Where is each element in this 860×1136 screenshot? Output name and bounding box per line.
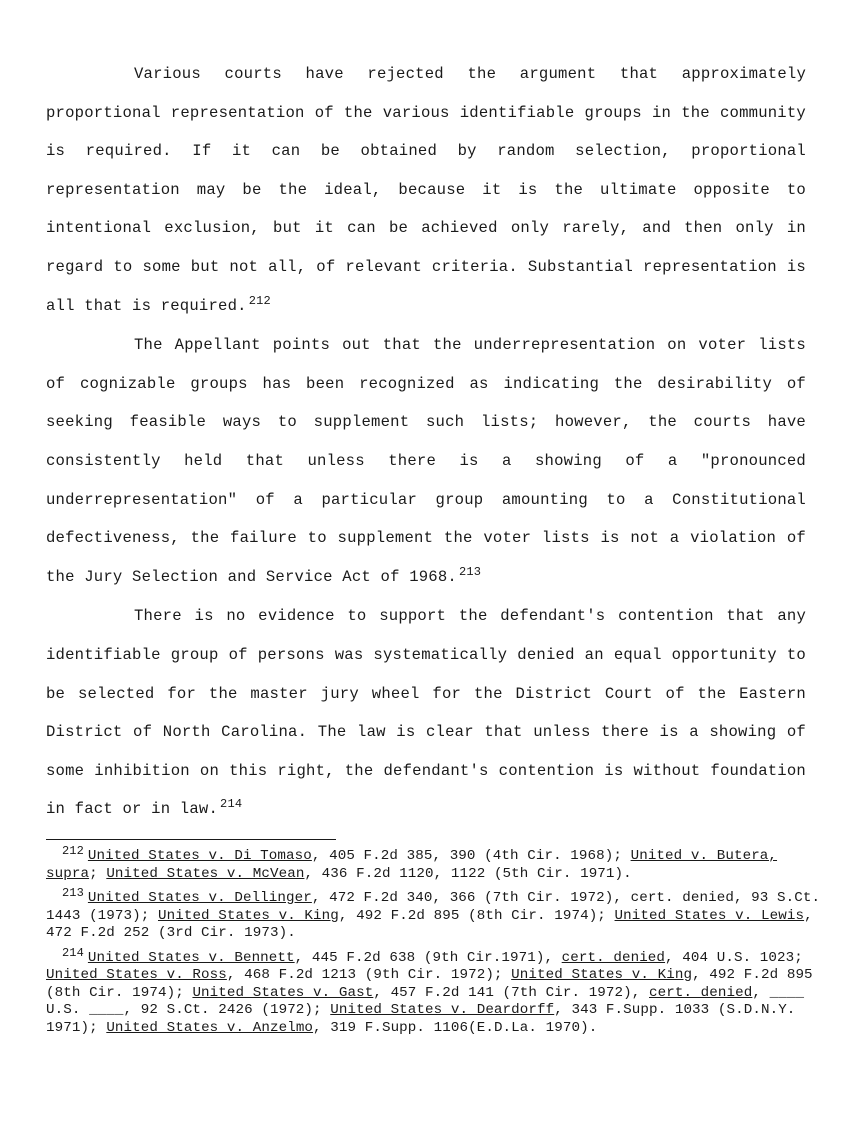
footnote-number: 213	[62, 886, 84, 900]
footnote-ref: 214	[220, 797, 243, 812]
citation-text: , 436 F.2d 1120, 1122 (5th Cir. 1971).	[304, 865, 632, 882]
paragraph-1	[46, 55, 806, 326]
citation-text: , 405 F.2d 385, 390 (4th Cir. 1968);	[311, 848, 631, 864]
footnote-number: 214	[62, 945, 84, 960]
citation-text: , 472 F.2d 252 (3rd Cir. 1973).	[46, 907, 813, 941]
case-citation: cert. denied	[561, 949, 666, 966]
citation-text: , 492 F.2d 895 (8th Cir. 1974);	[46, 967, 813, 1001]
citation-text: , 319 F.Supp. 1106(E.D.La. 1970).	[313, 1019, 598, 1036]
footnote-ref: 212	[248, 293, 271, 308]
case-citation: United States v. King	[511, 967, 693, 983]
paragraph-text: Various courts have rejected the argument that approximately proportional representation of the various identifiable groups in the community is required. If it can be obtained by random selection, proportional representation may be the ideal, because it is the ultimate opposite to intentional exclusion, but it can be achieved only rarely, and then only in regard to some but not all, of relevant criteria. Substantial representation is all that is required.	[46, 65, 806, 315]
citation-text: , 404 U.S. 1023;	[665, 949, 803, 966]
citation-text: , 457 F.2d 141 (7th Cir. 1972),	[373, 984, 649, 1001]
citation-text: , 472 F.2d 340, 366 (7th Cir. 1972), cert. denied, 93 S.Ct. 1443 (1973);	[46, 890, 821, 924]
case-citation: United States v. Lewis	[614, 907, 805, 924]
footnote-212	[46, 844, 826, 883]
footnote-214	[46, 945, 826, 1038]
case-citation: United States v. Gast	[192, 984, 374, 1001]
citation-text: , 445 F.2d 638 (9th Cir.1971),	[294, 949, 562, 966]
case-citation: United States v. McVean	[106, 865, 305, 882]
body-text	[46, 55, 806, 830]
citation-text: , 343 F.Supp. 1033 (S.D.N.Y. 1971);	[46, 1002, 796, 1036]
citation-text: , 492 F.2d 895 (8th Cir. 1974);	[338, 907, 615, 924]
footnote-number: 212	[62, 844, 84, 858]
paragraph-text: There is no evidence to support the defendant's contention that any identifiable group of persons was systematically denied an equal opportunity to be selected for the master jury wheel for the District Court of the Eastern District of North Carolina. The law is clear that unless there is a showing of some inhibition on this right, the defendant's contention is without foundation in fact or in law.	[46, 607, 806, 819]
case-citation: United States v. Dellinger	[87, 890, 312, 906]
case-citation: United States v. Di Tomaso	[87, 848, 312, 864]
citation-text: , 468 F.2d 1213 (9th Cir. 1972);	[226, 967, 512, 983]
footnote-divider	[46, 839, 336, 840]
case-citation: United States v. Anzelmo	[106, 1019, 314, 1036]
footnote-ref: 213	[458, 564, 482, 579]
footnotes	[46, 844, 826, 1044]
case-citation: United States v. King	[157, 907, 339, 924]
case-citation: United States v. Deardorff	[330, 1002, 555, 1018]
citation-text: , ____ U.S. ____, 92 S.Ct. 2426 (1972);	[46, 984, 805, 1018]
paragraph-3	[46, 597, 806, 830]
citation-text: ;	[89, 865, 107, 882]
case-citation: United v. Butera, supra	[46, 848, 778, 882]
case-citation: cert. denied	[649, 984, 753, 1001]
footnote-213	[46, 886, 826, 943]
paragraph-text: The Appellant points out that the underrepresentation on voter lists of cognizable groups has been recognized as indicating the desirability of seeking feasible ways to supplement such lists; however, the courts have consistently held that unless there is a showing of a "pronounced underrepresentation" of a particular group amounting to a Constitutional defectiveness, the failure to supplement the voter lists is not a violation of the Jury Selection and Service Act of 1968.	[46, 336, 806, 586]
case-citation: United States v. Ross	[46, 967, 227, 983]
case-citation: United States v. Bennett	[87, 949, 295, 966]
paragraph-2	[46, 326, 806, 597]
